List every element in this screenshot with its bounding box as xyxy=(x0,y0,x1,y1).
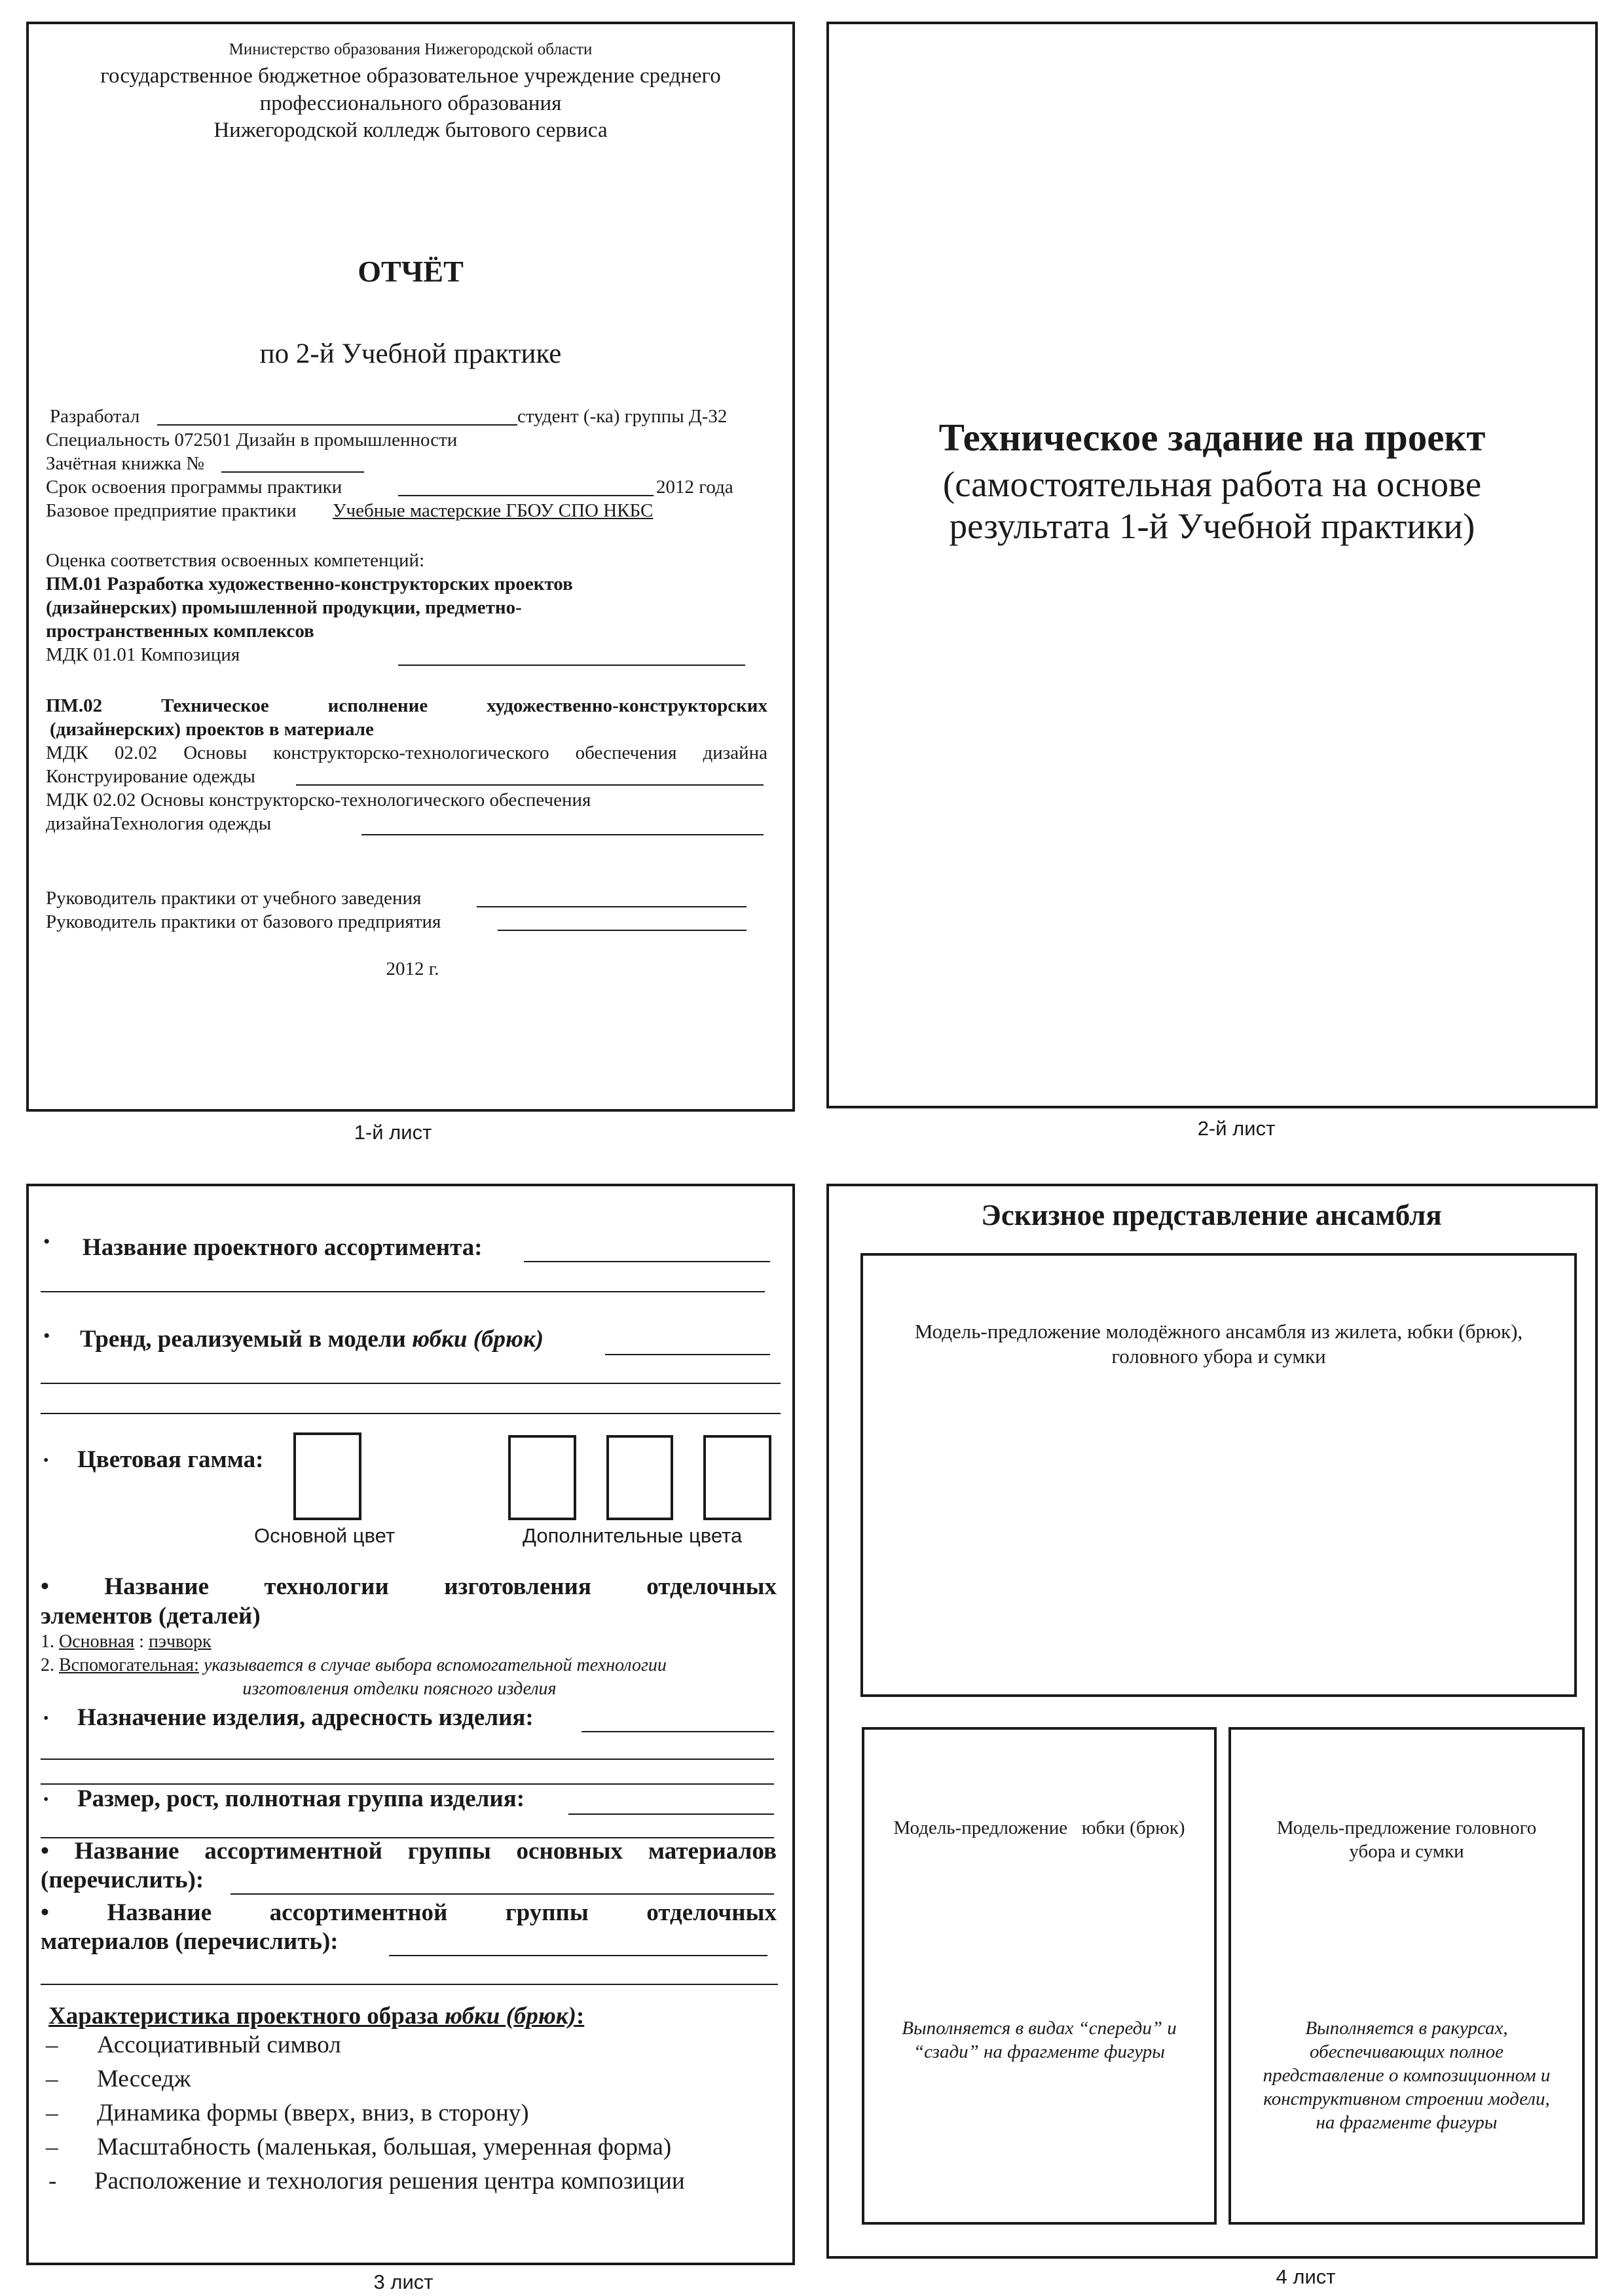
sheet-2 xyxy=(826,22,1598,1108)
ensemble-text-line-1: Модель-предложение молодёжного ансамбля из жилета, юбки (брюк), xyxy=(914,1320,1523,1343)
tech-main-num: 1. xyxy=(41,1631,59,1652)
trim-materials-field-2 xyxy=(41,1984,778,1985)
base-label: Базовое предприятие практики xyxy=(46,500,297,521)
list-item: Месседж xyxy=(97,2066,191,2092)
characteristic-dashes xyxy=(46,2031,58,2201)
term-label: Срок освоения программы практики xyxy=(46,477,342,498)
main-color-swatch xyxy=(293,1432,361,1520)
skirt-panel-note-1: Выполняется в видах “спереди” и xyxy=(902,2018,1177,2039)
tech-label-line-2: элементов (деталей) xyxy=(41,1603,261,1630)
list-item: Расположение и технология решения центра композиции xyxy=(94,2168,685,2195)
characteristic-heading xyxy=(48,2002,584,2030)
mdk0202-a-field xyxy=(296,784,764,786)
assortment-name-label: Название проектного ассортимента: xyxy=(83,1234,483,1261)
report-title: ОТЧЁТ xyxy=(358,255,464,288)
base-value: Учебные мастерские ГБОУ СПО НКБС xyxy=(333,500,654,521)
bullet: • xyxy=(43,1710,49,1727)
skirt-panel-note-2: “сзади” на фрагменте фигуры xyxy=(913,2041,1165,2062)
head-base-label: Руководитель практики от базового предприятия xyxy=(46,911,441,932)
main-color-label: Основной цвет xyxy=(254,1524,396,1547)
bullet: • xyxy=(43,1325,50,1347)
tech-aux-num: 2. xyxy=(41,1655,59,1675)
tech-main-value: пэчворк xyxy=(148,1631,212,1652)
ministry-text: Министерство образования Нижегородской области xyxy=(229,41,593,58)
assortment-name-field-2 xyxy=(41,1291,765,1292)
dash-mark: - xyxy=(48,2168,57,2195)
term-year: 2012 года xyxy=(656,477,733,498)
characteristic-list xyxy=(94,2031,685,2201)
trim-materials-field xyxy=(389,1955,767,1956)
record-book-field xyxy=(221,471,364,473)
purpose-label: Назначение изделия, адресность изделия: xyxy=(77,1704,534,1731)
sheet-4-caption: 4 лист xyxy=(1276,2265,1336,2288)
developer-field xyxy=(157,424,517,426)
main-materials-line-1: • Название ассортиментной группы основных материалов xyxy=(41,1838,777,1865)
mdk0202-b-line-2: дизайнаТехнология одежды xyxy=(46,813,272,834)
list-item: Динамика формы (вверх, вниз, в сторону) xyxy=(97,2100,529,2126)
sketch-title: Эскизное представление ансамбля xyxy=(981,1199,1442,1231)
tech-task-line-2: (самостоятельная работа на основе xyxy=(942,464,1482,504)
characteristic-heading-colon: : xyxy=(576,2003,585,2030)
dash-mark: – xyxy=(46,2032,58,2058)
head-school-label: Руководитель практики от учебного заведения xyxy=(46,888,422,909)
pm01-line-1: ПМ.01 Разработка художественно-конструкторских проектов xyxy=(46,574,573,594)
skirt-panel-title: Модель-предложение юбки (брюк) xyxy=(893,1817,1185,1838)
tech-main-sep: : xyxy=(134,1631,149,1652)
sheet-1-caption: 1-й лист xyxy=(354,1121,432,1144)
hat-bag-note-4: конструктивном строении модели, xyxy=(1263,2088,1550,2109)
student-group-label: студент (-ка) группы Д-32 xyxy=(517,406,728,427)
institution-line-2: профессионального образования xyxy=(259,92,562,115)
size-label: Размер, рост, полнотная группа изделия: xyxy=(77,1785,525,1812)
dash-mark: – xyxy=(46,2134,58,2160)
main-materials-line-2: (перечислить): xyxy=(41,1867,204,1893)
extra-color-swatch-3 xyxy=(703,1435,771,1520)
trend-label xyxy=(80,1325,544,1353)
dash-mark: – xyxy=(46,2066,58,2092)
tech-main-label: Основная xyxy=(59,1631,135,1652)
extra-color-swatch-2 xyxy=(606,1435,673,1520)
trend-label-text: Тренд, реализуемый в модели xyxy=(80,1326,413,1353)
hat-bag-note-3: представление о композиционном и xyxy=(1263,2065,1551,2086)
mdk0202-b-line-1: МДК 02.02 Основы конструкторско-технологического обеспечения xyxy=(46,790,591,811)
tech-aux-note-2: изготовления отделки поясного изделия xyxy=(242,1679,557,1699)
record-book-label: Зачётная книжка № xyxy=(46,453,204,474)
trend-field xyxy=(605,1354,770,1355)
tech-label-line-1: • Название технологии изготовления отделочных xyxy=(41,1573,777,1600)
size-field xyxy=(568,1813,774,1815)
color-scheme-label: Цветовая гамма: xyxy=(77,1446,264,1473)
report-year: 2012 г. xyxy=(386,958,439,979)
sheet-3-caption: 3 лист xyxy=(373,2270,434,2293)
institution-line-3: Нижегородской колледж бытового сервиса xyxy=(213,118,608,142)
hat-bag-title-1: Модель-предложение головного xyxy=(1276,1817,1537,1838)
skirt-panel xyxy=(862,1727,1217,2225)
characteristic-heading-text: Характеристика проектного образа xyxy=(48,2003,445,2030)
mdk0202-a-line-1: МДК 02.02 Основы конструкторско-технологического обеспечения дизайна xyxy=(46,742,767,763)
tech-aux-label: Вспомогательная: xyxy=(59,1655,199,1675)
head-base-field xyxy=(498,930,747,931)
pm01-line-3: пространственных комплексов xyxy=(46,621,314,642)
report-subtitle: по 2-й Учебной практике xyxy=(259,338,562,369)
tech-main-row xyxy=(41,1631,212,1652)
bullet: • xyxy=(43,1452,49,1469)
hat-bag-note-5: на фрагменте фигуры xyxy=(1316,2112,1498,2133)
trim-materials-line-2: материалов (перечислить): xyxy=(41,1928,339,1955)
purpose-field-2 xyxy=(41,1758,774,1760)
term-field xyxy=(398,495,654,496)
mdk0101-field xyxy=(398,665,745,666)
characteristic-heading-italic: юбки (брюк) xyxy=(445,2003,576,2030)
extra-colors-label: Дополнительные цвета xyxy=(523,1524,743,1547)
hat-bag-title-2: убора и сумки xyxy=(1349,1841,1464,1862)
pm01-line-2: (дизайнерских) промышленной продукции, предметно- xyxy=(46,597,522,618)
tech-aux-row xyxy=(41,1655,667,1676)
head-school-field xyxy=(477,906,747,907)
trend-field-2 xyxy=(41,1383,781,1384)
trend-label-italic: юбки (брюк) xyxy=(412,1326,544,1353)
hat-bag-note-1: Выполняется в ракурсах, xyxy=(1305,2018,1508,2039)
tech-task-title: Техническое задание на проект xyxy=(938,416,1486,459)
hat-bag-note-2: обеспечивающих полное xyxy=(1310,2041,1504,2062)
main-materials-field xyxy=(231,1893,774,1895)
list-item: Масштабность (маленькая, большая, умеренная форма) xyxy=(97,2134,672,2160)
ensemble-text-line-2: головного убора и сумки xyxy=(1111,1345,1326,1368)
trim-materials-line-1: • Название ассортиментной группы отделочных xyxy=(41,1899,777,1926)
assessment-label: Оценка соответствия освоенных компетенций: xyxy=(46,550,425,571)
tech-task-line-3: результата 1-й Учебной практики) xyxy=(949,506,1475,546)
trend-field-3 xyxy=(41,1413,781,1414)
list-item: Ассоциативный символ xyxy=(97,2032,341,2058)
mdk0202-a-line-2: Конструирование одежды xyxy=(46,766,255,787)
pm02-line-2: (дизайнерских) проектов в материале xyxy=(50,719,374,740)
bullet: • xyxy=(43,1791,49,1808)
specialty-text: Специальность 072501 Дизайн в промышленности xyxy=(46,429,458,450)
hat-bag-panel xyxy=(1228,1727,1585,2225)
assortment-name-field xyxy=(524,1261,770,1262)
mdk0202-b-field xyxy=(361,834,764,835)
tech-aux-note-1: указывается в случае выбора вспомогательной технологии xyxy=(198,1655,667,1675)
institution-line-1: государственное бюджетное образовательное учреждение среднего xyxy=(100,64,721,88)
bullet: • xyxy=(43,1231,50,1252)
extra-color-swatch-1 xyxy=(508,1435,576,1520)
sheet-2-caption: 2-й лист xyxy=(1197,1117,1276,1140)
mdk0101-label: МДК 01.01 Композиция xyxy=(46,644,240,665)
developer-label: Разработал xyxy=(50,406,140,427)
dash-mark: – xyxy=(46,2100,58,2126)
pm02-line-1: ПМ.02 Техническое исполнение художественно-конструкторских xyxy=(46,695,767,716)
purpose-field xyxy=(581,1731,774,1732)
